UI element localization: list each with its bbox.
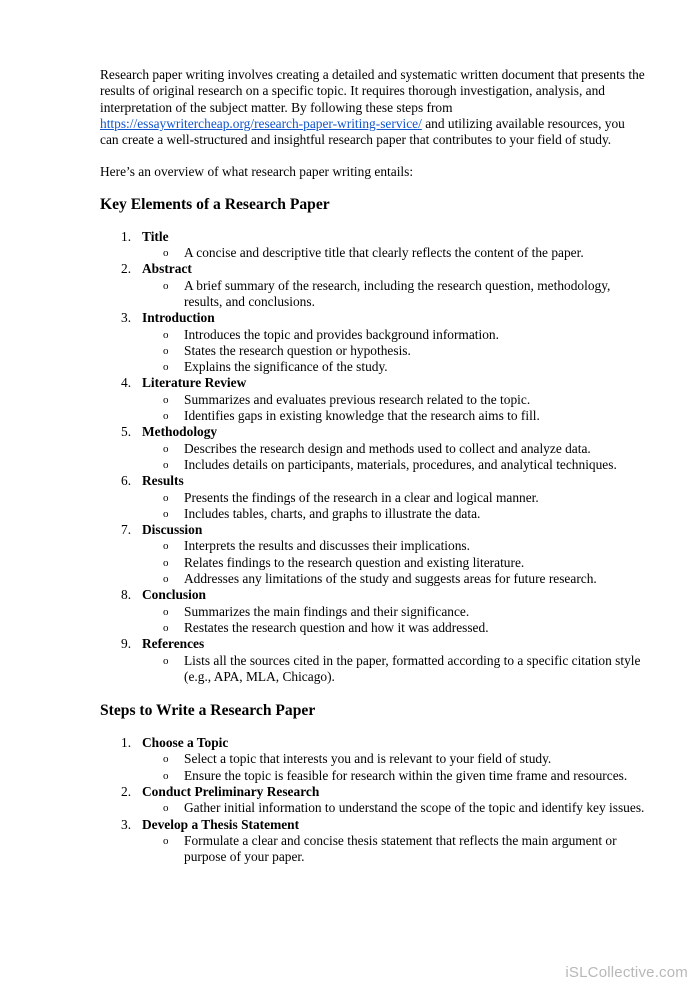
key-element-title: Methodology	[142, 424, 218, 440]
bullet-marker: o	[163, 491, 169, 504]
key-element-title: Title	[142, 228, 169, 244]
key-element-item	[100, 424, 645, 473]
sub-bullet-item	[142, 653, 645, 686]
sub-bullet-item	[142, 555, 645, 571]
bullet-text: States the research question or hypothesis.	[184, 342, 411, 358]
steps-list	[100, 735, 645, 865]
sub-bullet-item	[142, 457, 645, 473]
sub-bullet-list	[142, 327, 645, 376]
bullet-marker: o	[163, 328, 169, 341]
sub-bullet-item	[142, 768, 645, 784]
key-element-title: Introduction	[142, 310, 215, 326]
list-number: 4.	[121, 375, 132, 391]
bullet-text: Gather initial information to understand the scope of the topic and identify key issues.	[184, 800, 645, 816]
key-element-item	[100, 636, 645, 685]
sub-bullet-item	[142, 441, 645, 457]
list-number: 7.	[121, 522, 132, 538]
list-number: 1.	[121, 735, 132, 751]
essay-service-link[interactable]: https://essaywritercheap.org/research-paper-writing-service/	[100, 115, 422, 131]
bullet-marker: o	[163, 279, 169, 292]
bullet-marker: o	[163, 247, 169, 260]
sub-bullet-item	[142, 278, 645, 311]
bullet-marker: o	[163, 834, 169, 847]
list-number: 2.	[121, 783, 132, 799]
sub-bullet-list	[142, 751, 645, 784]
bullet-text: Identifies gaps in existing knowledge that the research aims to fill.	[184, 408, 540, 424]
bullet-text: Restates the research question and how it was addressed.	[184, 619, 489, 635]
sub-bullet-list	[142, 538, 645, 587]
list-number: 1.	[121, 228, 132, 244]
bullet-marker: o	[163, 573, 169, 586]
bullet-text: Introduces the topic and provides background information.	[184, 326, 499, 342]
intro-paragraph	[100, 67, 645, 148]
step-item	[100, 784, 645, 817]
bullet-marker: o	[163, 753, 169, 766]
list-number: 3.	[121, 310, 132, 326]
bullet-text: Select a topic that interests you and is relevant to your field of study.	[184, 751, 552, 767]
bullet-text: Relates findings to the research question and existing literature.	[184, 554, 525, 570]
sub-bullet-list	[142, 653, 645, 686]
key-elements-heading: Key Elements of a Research Paper	[100, 195, 330, 213]
islcollective-watermark: iSLCollective.com	[565, 963, 688, 981]
bullet-text: Lists all the sources cited in the paper, formatted according to a specific citation style (e.g., APA, MLA, Chicago).	[184, 652, 641, 684]
bullet-marker: o	[163, 344, 169, 357]
bullet-marker: o	[163, 393, 169, 406]
bullet-marker: o	[163, 605, 169, 618]
list-number: 8.	[121, 587, 132, 603]
sub-bullet-list	[142, 441, 645, 474]
bullet-text: A concise and descriptive title that clearly reflects the content of the paper.	[184, 245, 584, 261]
bullet-text: Summarizes and evaluates previous research related to the topic.	[184, 391, 531, 407]
bullet-marker: o	[163, 654, 169, 667]
step-item	[100, 735, 645, 784]
bullet-text: Includes details on participants, materials, procedures, and analytical techniques.	[184, 456, 617, 472]
sub-bullet-item	[142, 408, 645, 424]
bullet-text: A brief summary of the research, including the research question, methodology, results, and conclusions.	[184, 277, 611, 309]
bullet-text: Explains the significance of the study.	[184, 359, 388, 375]
document-page	[100, 67, 645, 865]
bullet-text: Describes the research design and methods used to collect and analyze data.	[184, 440, 591, 456]
bullet-text: Ensure the topic is feasible for research within the given time frame and resources.	[184, 767, 628, 783]
intro-text-start: Research paper writing involves creating a detailed and systematic written document that presents the results of original research on a specific topic. It requires thorough investigation, analysis, and interpretation of the subject matter. By following these steps from	[100, 67, 645, 115]
sub-bullet-item	[142, 751, 645, 767]
overview-sentence: Here’s an overview of what research paper writing entails:	[100, 164, 414, 180]
bullet-marker: o	[163, 361, 169, 374]
sub-bullet-item	[142, 343, 645, 359]
sub-bullet-item	[142, 833, 645, 866]
bullet-text: Interprets the results and discusses their implications.	[184, 538, 470, 554]
key-elements-list	[100, 229, 645, 685]
bullet-marker: o	[163, 540, 169, 553]
step-title: Develop a Thesis Statement	[142, 816, 300, 832]
bullet-text: Addresses any limitations of the study and suggests areas for future research.	[184, 571, 597, 587]
key-element-item	[100, 473, 645, 522]
intro-text-end: and utilizing available resources, you can create a well-structured and insightful research paper that contributes to your field of study.	[100, 115, 625, 148]
sub-bullet-item	[142, 245, 645, 261]
key-element-item	[100, 587, 645, 636]
sub-bullet-list	[142, 833, 645, 866]
sub-bullet-item	[142, 800, 645, 816]
step-title: Conduct Preliminary Research	[142, 783, 320, 799]
sub-bullet-list	[142, 490, 645, 523]
bullet-text: Presents the findings of the research in a clear and logical manner.	[184, 489, 539, 505]
list-number: 5.	[121, 424, 132, 440]
step-title: Choose a Topic	[142, 735, 229, 751]
sub-bullet-item	[142, 620, 645, 636]
bullet-marker: o	[163, 802, 169, 815]
bullet-marker: o	[163, 769, 169, 782]
sub-bullet-item	[142, 506, 645, 522]
sub-bullet-item	[142, 604, 645, 620]
list-number: 2.	[121, 261, 132, 277]
sub-bullet-list	[142, 604, 645, 637]
bullet-marker: o	[163, 458, 169, 471]
key-element-item	[100, 522, 645, 587]
key-element-item	[100, 229, 645, 262]
sub-bullet-list	[142, 800, 645, 816]
key-element-title: References	[142, 636, 205, 652]
bullet-marker: o	[163, 410, 169, 423]
key-element-item	[100, 261, 645, 310]
bullet-text: Includes tables, charts, and graphs to illustrate the data.	[184, 505, 481, 521]
sub-bullet-item	[142, 392, 645, 408]
sub-bullet-item	[142, 327, 645, 343]
list-number: 6.	[121, 473, 132, 489]
sub-bullet-item	[142, 359, 645, 375]
sub-bullet-item	[142, 490, 645, 506]
key-element-title: Conclusion	[142, 587, 206, 603]
sub-bullet-list	[142, 392, 645, 425]
steps-heading: Steps to Write a Research Paper	[100, 702, 316, 720]
key-element-title: Results	[142, 473, 184, 489]
list-number: 9.	[121, 636, 132, 652]
bullet-text: Summarizes the main findings and their significance.	[184, 603, 470, 619]
sub-bullet-item	[142, 571, 645, 587]
sub-bullet-list	[142, 245, 645, 261]
sub-bullet-item	[142, 538, 645, 554]
key-element-item	[100, 310, 645, 375]
bullet-marker: o	[163, 556, 169, 569]
bullet-text: Formulate a clear and concise thesis statement that reflects the main argument or purpose of your paper.	[184, 832, 617, 865]
key-element-title: Literature Review	[142, 375, 247, 391]
key-element-item	[100, 375, 645, 424]
key-element-title: Abstract	[142, 261, 192, 277]
key-element-title: Discussion	[142, 522, 203, 538]
step-item	[100, 817, 645, 866]
bullet-marker: o	[163, 507, 169, 520]
sub-bullet-list	[142, 278, 645, 311]
bullet-marker: o	[163, 442, 169, 455]
list-number: 3.	[121, 816, 132, 832]
bullet-marker: o	[163, 621, 169, 634]
